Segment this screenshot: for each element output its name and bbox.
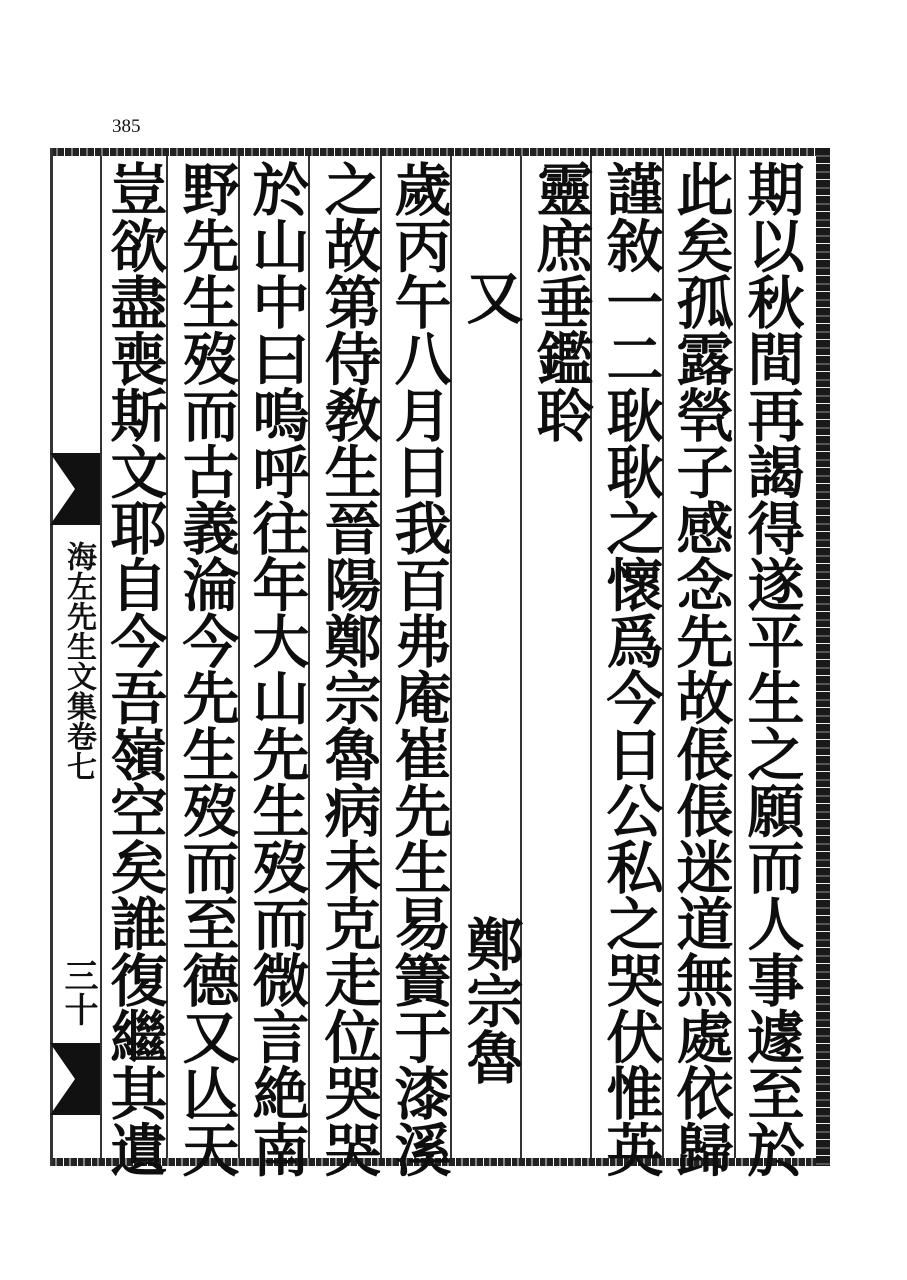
text-column-3: 謹敘一二耿耿之懷爲今日公私之哭伏惟英 <box>597 160 664 1177</box>
text-column-7: 歲丙午八月日我百弗庵崔先生易簀于漆溪 <box>385 160 452 1177</box>
fold-title: 海左先生文集卷七 <box>61 541 96 781</box>
author-name: 鄭宗魯 <box>457 915 524 1085</box>
fold-leaf-number: 三十 <box>58 958 98 1026</box>
page-number: 385 <box>112 116 141 137</box>
fold-fishtail-lower <box>50 1043 100 1115</box>
text-column-1: 期以秋間再謁得遂平生之願而人事遽至於 <box>738 160 805 1177</box>
text-column-9: 於山中曰嗚呼往年大山先生歿而微言絶南 <box>243 160 310 1177</box>
fold-fishtail-upper <box>50 453 100 525</box>
text-column-11: 豈欲盡喪斯文耶自今吾嶺空矣誰復繼其遺 <box>101 160 168 1177</box>
frame-border-top <box>50 148 830 156</box>
text-column-2: 此矣孤露煢子感念先故倀倀迷道無處依歸 <box>667 160 734 1177</box>
fold-column <box>50 453 100 1133</box>
text-column-4: 靈庶垂鑑聆 <box>527 160 594 443</box>
frame-border-right <box>816 148 830 1166</box>
text-column-8: 之故第侍敎生晉陽鄭宗魯病未克走位哭哭 <box>315 160 382 1177</box>
heading-you: 又 <box>457 268 524 325</box>
text-column-10: 野先生歿而古義淪今先生歿而至德又亾天 <box>173 160 240 1177</box>
